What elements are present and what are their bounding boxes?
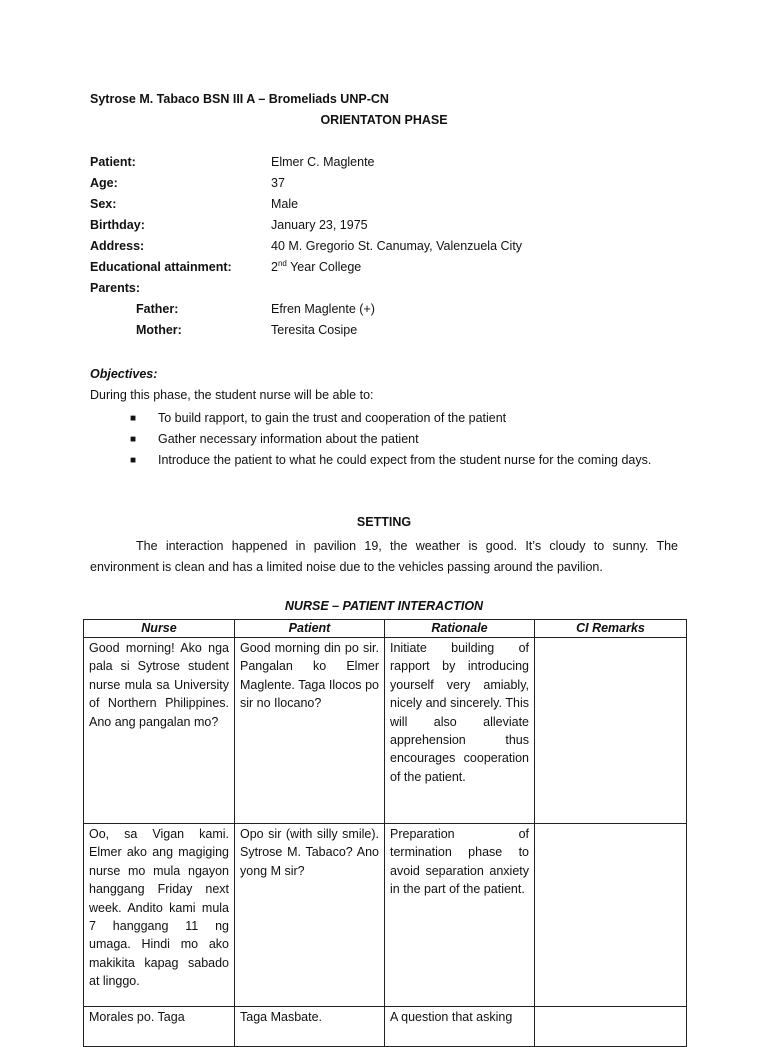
header-nurse: Nurse	[84, 620, 235, 638]
education-value-suffix: nd	[277, 258, 287, 268]
interaction-table-title: NURSE – PATIENT INTERACTION	[284, 599, 484, 613]
remarks-cell	[535, 1007, 687, 1047]
nurse-cell: Oo, sa Vigan kami. Elmer ako ang magiging nurse mo mula ngayon hanggang Friday next week. Andito kami mula 7 hanggang 11 ng umaga. Hindi mo ako makikita kapag sabado at linggo.	[84, 824, 235, 1007]
table-header-row	[84, 620, 687, 638]
table-row	[84, 824, 687, 1007]
rationale-cell: Initiate building of rapport by introducing yourself very amiably, nicely and sincerely. This will also alleviate apprehension thus encourages cooperation of the patient.	[385, 638, 535, 824]
objectives-title: Objectives:	[90, 367, 158, 381]
father-label: Father:	[136, 302, 179, 316]
nurse-cell: Good morning! Ako nga pala si Sytrose student nurse mula sa University of Northern Philippines. Ano ang pangalan mo?	[84, 638, 235, 824]
remarks-cell	[535, 824, 687, 1007]
setting-title: SETTING	[356, 515, 412, 529]
header-rationale: Rationale	[385, 620, 535, 638]
age-value: 37	[271, 176, 285, 190]
objective-item	[130, 408, 678, 429]
education-value-number: 2	[271, 260, 278, 274]
table-row	[84, 1007, 687, 1047]
bullet-icon: ■	[130, 413, 137, 424]
nurse-cell: Morales po. Taga	[84, 1007, 235, 1047]
sex-label: Sex:	[90, 197, 117, 211]
patient-cell: Good morning din po sir. Pangalan ko Elmer Maglente. Taga Ilocos po sir no Ilocano?	[235, 638, 385, 824]
rationale-cell: A question that asking	[385, 1007, 535, 1047]
patient-cell: Taga Masbate.	[235, 1007, 385, 1047]
education-value	[271, 257, 361, 277]
sex-value: Male	[271, 197, 299, 211]
patient-value: Elmer C. Maglente	[271, 155, 375, 169]
objective-text: Introduce the patient to what he could expect from the student nurse for the coming days.	[158, 453, 652, 467]
education-label: Educational attainment:	[90, 260, 232, 274]
objectives-intro: During this phase, the student nurse will be able to:	[90, 388, 374, 402]
phase-title: ORIENTATON PHASE	[320, 113, 448, 127]
parents-label: Parents:	[90, 281, 141, 295]
patient-label: Patient:	[90, 155, 136, 169]
objective-text: Gather necessary information about the patient	[158, 432, 419, 446]
objective-item	[130, 450, 678, 471]
objectives-list	[130, 408, 678, 471]
education-value-rest: Year College	[286, 260, 362, 274]
bullet-icon: ■	[130, 434, 137, 445]
bullet-icon: ■	[130, 455, 137, 466]
mother-value: Teresita Cosipe	[271, 323, 358, 337]
rationale-cell: Preparation of termination phase to avoid separation anxiety in the part of the patient.	[385, 824, 535, 1007]
father-value: Efren Maglente (+)	[271, 302, 375, 316]
header-ci-remarks: CI Remarks	[535, 620, 687, 638]
header-patient: Patient	[235, 620, 385, 638]
author-line: Sytrose M. Tabaco BSN III A – Bromeliads UNP-CN	[90, 92, 389, 106]
age-label: Age:	[90, 176, 118, 190]
birthday-value: January 23, 1975	[271, 218, 368, 232]
address-value: 40 M. Gregorio St. Canumay, Valenzuela City	[271, 239, 523, 253]
table-row	[84, 638, 687, 824]
patient-cell: Opo sir (with silly smile). Sytrose M. Tabaco? Ano yong M sir?	[235, 824, 385, 1007]
address-label: Address:	[90, 239, 145, 253]
setting-text: The interaction happened in pavilion 19, the weather is good. It’s cloudy to sunny. The environment is clean and has a limited noise due to the vehicles passing around the pavilion.	[90, 539, 678, 574]
birthday-label: Birthday:	[90, 218, 145, 232]
mother-label: Mother:	[136, 323, 182, 337]
objective-text: To build rapport, to gain the trust and cooperation of the patient	[158, 411, 507, 425]
interaction-table	[83, 619, 687, 1047]
objective-item	[130, 429, 678, 450]
remarks-cell	[535, 638, 687, 824]
